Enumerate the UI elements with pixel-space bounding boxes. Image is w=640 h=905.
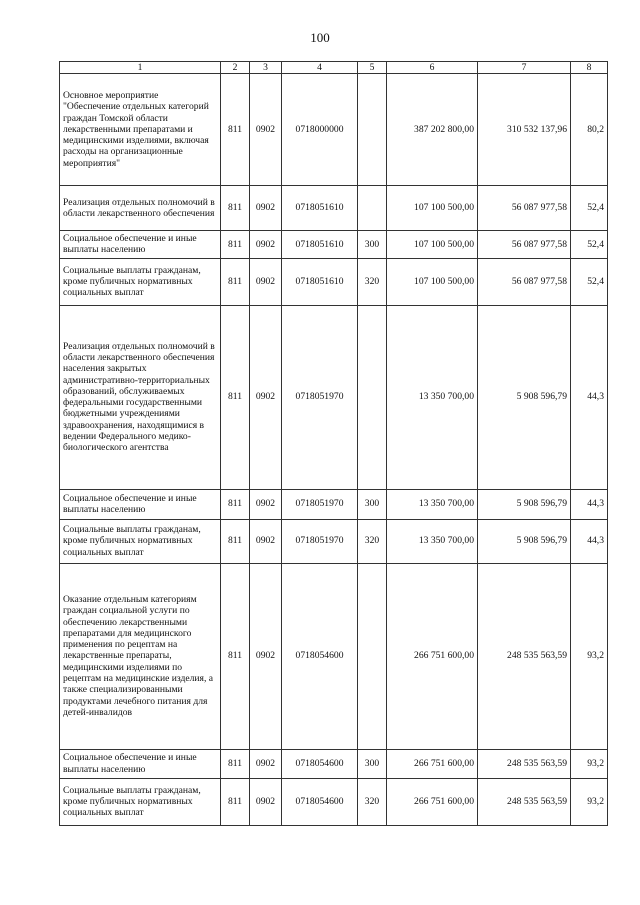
row-percent: 93,2	[571, 563, 608, 749]
row-code-ministry: 811	[221, 749, 250, 778]
row-code-expense-type: 300	[358, 489, 387, 519]
row-percent: 52,4	[571, 231, 608, 259]
row-code-ministry: 811	[221, 231, 250, 259]
row-description: Социальное обеспечение и иные выплаты населению	[60, 749, 221, 778]
row-code-section: 0902	[250, 305, 282, 489]
table-row	[60, 305, 608, 489]
row-code-section: 0902	[250, 186, 282, 231]
row-code-expense-type: 300	[358, 749, 387, 778]
row-code-section: 0902	[250, 749, 282, 778]
column-header: 5	[358, 62, 387, 74]
row-code-ministry: 811	[221, 563, 250, 749]
row-code-expense-type	[358, 74, 387, 186]
row-code-section: 0902	[250, 258, 282, 305]
column-header: 2	[221, 62, 250, 74]
row-code-target: 0718051610	[282, 258, 358, 305]
row-plan-amount: 107 100 500,00	[387, 186, 478, 231]
row-percent: 44,3	[571, 489, 608, 519]
row-code-ministry: 811	[221, 258, 250, 305]
row-plan-amount: 266 751 600,00	[387, 749, 478, 778]
row-code-section: 0902	[250, 563, 282, 749]
row-description: Социальные выплаты гражданам, кроме публичных нормативных социальных выплат	[60, 778, 221, 825]
row-plan-amount: 266 751 600,00	[387, 778, 478, 825]
row-code-ministry: 811	[221, 489, 250, 519]
table-row	[60, 231, 608, 259]
row-actual-amount: 310 532 137,96	[478, 74, 571, 186]
row-percent: 52,4	[571, 258, 608, 305]
row-actual-amount: 56 087 977,58	[478, 186, 571, 231]
row-plan-amount: 13 350 700,00	[387, 305, 478, 489]
row-description: Реализация отдельных полномочий в области лекарственного обеспечения	[60, 186, 221, 231]
column-header: 7	[478, 62, 571, 74]
row-description: Социальное обеспечение и иные выплаты населению	[60, 489, 221, 519]
row-actual-amount: 248 535 563,59	[478, 778, 571, 825]
row-plan-amount: 107 100 500,00	[387, 258, 478, 305]
row-code-target: 0718051610	[282, 186, 358, 231]
row-code-target: 0718054600	[282, 563, 358, 749]
row-code-target: 0718054600	[282, 778, 358, 825]
row-code-section: 0902	[250, 778, 282, 825]
row-actual-amount: 56 087 977,58	[478, 231, 571, 259]
column-header: 4	[282, 62, 358, 74]
table-row	[60, 749, 608, 778]
row-code-section: 0902	[250, 519, 282, 563]
row-percent: 44,3	[571, 305, 608, 489]
row-code-target: 0718054600	[282, 749, 358, 778]
row-code-target: 0718051970	[282, 489, 358, 519]
row-description: Социальные выплаты гражданам, кроме публичных нормативных социальных выплат	[60, 519, 221, 563]
row-code-target: 0718000000	[282, 74, 358, 186]
row-description: Оказание отдельным категориям граждан социальной услуги по обеспечению лекарственными препаратами для медицинского применения по рецептам на лекарственные препараты, медицинскими изделиями по рецептам на медицинские изделия, а также специализированными продуктами лечебного питания для детей-инвалидов	[60, 563, 221, 749]
row-code-expense-type: 320	[358, 258, 387, 305]
table-row	[60, 186, 608, 231]
row-percent: 80,2	[571, 74, 608, 186]
column-header: 3	[250, 62, 282, 74]
table-row	[60, 489, 608, 519]
table-row	[60, 778, 608, 825]
table-row	[60, 258, 608, 305]
row-code-ministry: 811	[221, 186, 250, 231]
column-header: 6	[387, 62, 478, 74]
row-plan-amount: 13 350 700,00	[387, 519, 478, 563]
row-code-target: 0718051610	[282, 231, 358, 259]
row-code-expense-type: 320	[358, 519, 387, 563]
row-code-expense-type: 320	[358, 778, 387, 825]
row-actual-amount: 248 535 563,59	[478, 563, 571, 749]
row-percent: 93,2	[571, 778, 608, 825]
row-plan-amount: 387 202 800,00	[387, 74, 478, 186]
row-code-expense-type	[358, 563, 387, 749]
row-percent: 93,2	[571, 749, 608, 778]
table-row	[60, 74, 608, 186]
row-plan-amount: 107 100 500,00	[387, 231, 478, 259]
row-actual-amount: 56 087 977,58	[478, 258, 571, 305]
column-header: 8	[571, 62, 608, 74]
row-description: Реализация отдельных полномочий в области лекарственного обеспечения населения закрытых административно-территориальных образований, обслуживаемых федеральными государственными бюджетными учреждениями здравоохранения, находящимися в ведении Федерального медико-биологического агентства	[60, 305, 221, 489]
row-percent: 52,4	[571, 186, 608, 231]
row-actual-amount: 248 535 563,59	[478, 749, 571, 778]
row-code-ministry: 811	[221, 519, 250, 563]
row-code-section: 0902	[250, 74, 282, 186]
row-description: Социальные выплаты гражданам, кроме публичных нормативных социальных выплат	[60, 258, 221, 305]
row-plan-amount: 266 751 600,00	[387, 563, 478, 749]
row-code-section: 0902	[250, 231, 282, 259]
row-code-target: 0718051970	[282, 305, 358, 489]
table-row	[60, 519, 608, 563]
row-plan-amount: 13 350 700,00	[387, 489, 478, 519]
row-code-section: 0902	[250, 489, 282, 519]
row-code-ministry: 811	[221, 74, 250, 186]
row-code-ministry: 811	[221, 305, 250, 489]
row-actual-amount: 5 908 596,79	[478, 305, 571, 489]
row-percent: 44,3	[571, 519, 608, 563]
column-header: 1	[60, 62, 221, 74]
header-row	[60, 62, 608, 74]
table-row	[60, 563, 608, 749]
page-number: 100	[310, 30, 330, 45]
budget-table	[59, 61, 608, 826]
row-code-expense-type: 300	[358, 231, 387, 259]
row-code-expense-type	[358, 305, 387, 489]
row-actual-amount: 5 908 596,79	[478, 489, 571, 519]
row-code-expense-type	[358, 186, 387, 231]
row-code-target: 0718051970	[282, 519, 358, 563]
row-actual-amount: 5 908 596,79	[478, 519, 571, 563]
row-description: Социальное обеспечение и иные выплаты населению	[60, 231, 221, 259]
row-code-ministry: 811	[221, 778, 250, 825]
row-description: Основное мероприятие "Обеспечение отдельных категорий граждан Томской области лекарственными препаратами и медицинскими изделиями, включая расходы на организационные мероприятия"	[60, 74, 221, 186]
